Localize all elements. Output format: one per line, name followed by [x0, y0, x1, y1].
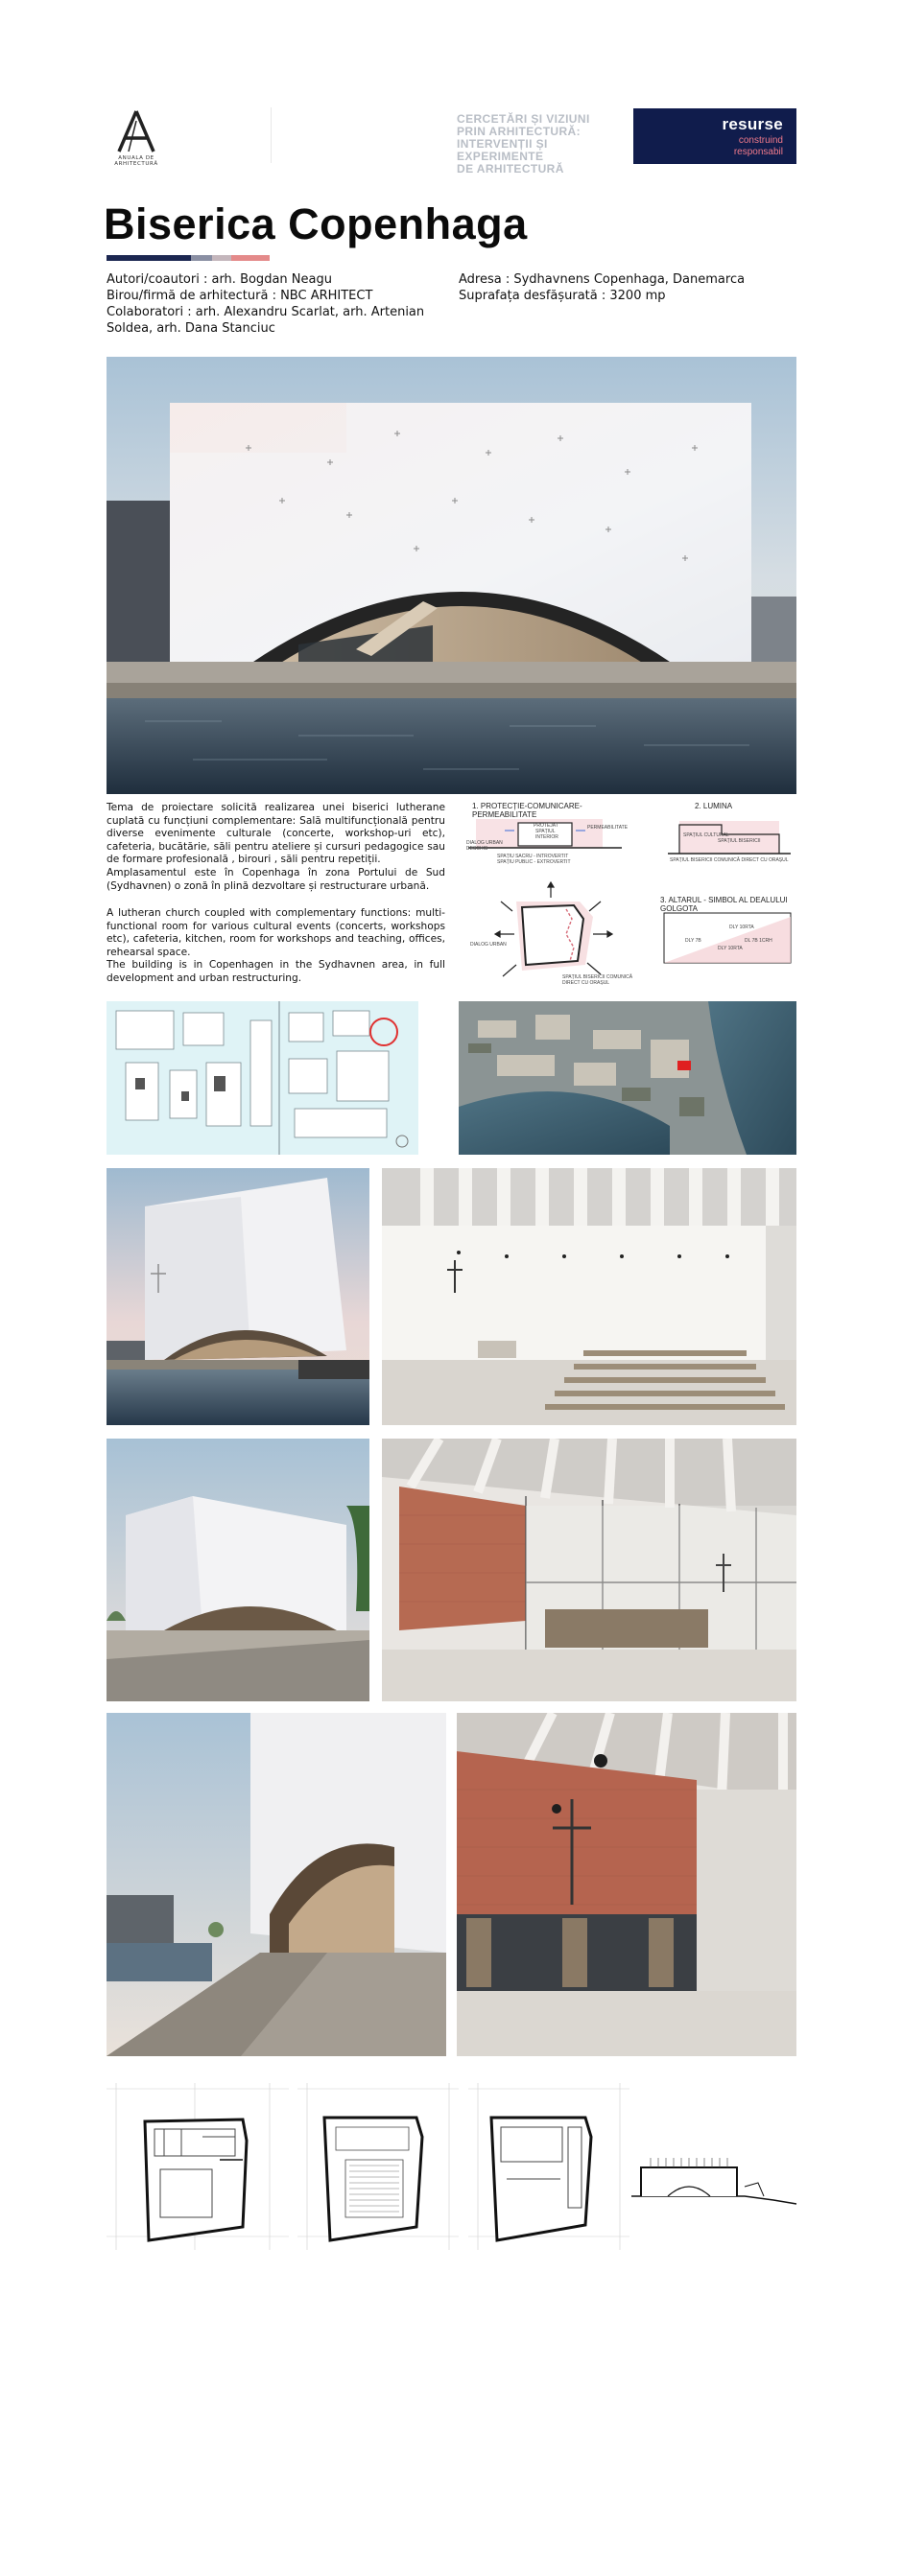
description-en [107, 907, 445, 986]
logo [98, 107, 175, 167]
diagram-title: 2. LUMINA [695, 802, 733, 810]
exterior-render-promenade [107, 1439, 369, 1701]
interior-render-hall [382, 1168, 796, 1425]
description-en-2: The building is in Copenhagen in the Sydhavnen area, in full development and urban restructuring. [107, 959, 445, 984]
collaborators: Soldea, arh. Dana Stanciuc [107, 321, 275, 336]
diagram-label: SPAȚIUL BISERICII COMUNICĂ [562, 974, 633, 980]
authors: Autori/coautori : arh. Bogdan Neagu [107, 272, 332, 287]
diagram-label: DLY 10RTA [729, 925, 754, 930]
diagram-label: DESCHIS [466, 846, 488, 852]
office: Birou/firmă de arhitectură : NBC ARHITECT [107, 289, 373, 303]
diagram-label: SPAȚIUL [535, 829, 556, 834]
page-title: Biserica Copenhaga [104, 199, 528, 248]
hero-exterior-render [107, 357, 796, 794]
diagram-label: DLY 10RTA [718, 946, 743, 951]
theme-line: PRIN ARHITECTURĂ: [457, 125, 582, 138]
badge-sub: responsabil [733, 147, 783, 157]
bar-seg [191, 255, 212, 261]
theme-line: INTERVENȚII ȘI EXPERIMENTE [457, 137, 548, 163]
diagram-label: SPAȚIU SACRU - INTROVERTIT [497, 854, 569, 859]
diagram-label: SPAȚIUL CULTURAL [683, 832, 729, 838]
description-ro-2: Amplasamentul este în Copenhaga în zona Portului de Sud (Sydhavnen) o zonă în plină dezvoltare și restructurare urbană. [107, 866, 445, 892]
section-drawing [629, 2148, 798, 2206]
theme-line: DE ARHITECTURĂ [457, 162, 564, 176]
diagram-label: PROTEJAT [534, 823, 558, 829]
theme-text [457, 113, 629, 176]
exterior-render-corner [107, 1168, 369, 1425]
resurse-badge [633, 108, 796, 164]
bar-seg [212, 255, 231, 261]
aerial-photo [459, 1001, 796, 1155]
bar-seg [231, 255, 270, 261]
collaborators: Colaboratori : arh. Alexandru Scarlat, arh. Artenian [107, 305, 425, 319]
header-divider [271, 107, 272, 163]
address: Adresa : Sydhavnens Copenhaga, Danemarca [459, 272, 746, 287]
diagram-label: SPAȚIU PUBLIC - EXTROVERTIT [497, 859, 571, 865]
credits-left [107, 271, 471, 337]
credits-right [459, 271, 804, 304]
interior-render-brick-wall [457, 1713, 796, 2056]
interior-render-foyer [382, 1439, 796, 1701]
description-ro [107, 802, 445, 893]
diagram-label: DIALOG URBAN [470, 942, 507, 948]
diagram-title: 3. ALTARUL - SIMBOL AL DEALULUI GOLGOTA [660, 896, 788, 913]
site-plan [107, 1001, 418, 1155]
diagram-label: DIRECT CU ORAȘUL [562, 980, 610, 986]
diagram-label: SPAȚIUL BISERICII COMUNICĂ DIRECT CU ORAȘUL [670, 857, 789, 863]
exterior-render-arch [107, 1713, 446, 2056]
floor-plan-1 [107, 2083, 289, 2250]
area: Suprafața desfășurată : 3200 mp [459, 289, 666, 303]
bar-seg [107, 255, 191, 261]
description-ro-1: Tema de proiectare solicită realizarea unei biserici lutherane cuplată cu funcțiuni complementare: Sală multifuncțională pentru diverse evenimente culturale (concerte, workshop-uri etc), cafeteria, bucătărie, săli pentru ateliere și cursuri pedagogice sau de formare profesională , birouri , săli pentru repetiții. [107, 802, 445, 866]
diagram-label: PERMEABILITATE [587, 825, 629, 831]
diagram-urban-dialogue [459, 880, 641, 986]
floor-plan-3 [468, 2083, 629, 2250]
theme-line: CERCETĂRI ȘI VIZIUNI [457, 112, 590, 126]
logo-a-icon [98, 107, 175, 155]
title-color-bar [107, 255, 270, 261]
diagram-label: SPAȚIUL BISERICII [718, 838, 761, 844]
diagram-label: DIALOG URBAN [466, 840, 503, 846]
logo-caption: ANUALA DE ARHITECTURĂ [114, 155, 158, 167]
badge-main: resurse [722, 115, 783, 133]
diagram-label: INTERIOR [535, 834, 558, 840]
diagram-protection [459, 802, 641, 878]
description-en-1: A lutheran church coupled with complementary functions: multi-functional room for various cultural events (concerts, workshops etc), cafeteria, kitchen, room for workshops and teaching, offices, rehearsal space. [107, 907, 445, 958]
floor-plan-2 [297, 2083, 459, 2250]
diagram-altar [660, 896, 796, 974]
diagram-label: DLY 7B [685, 938, 701, 944]
diagram-light [660, 802, 796, 878]
diagram-label: DL 7B 1CRH [745, 938, 772, 944]
diagram-title: 1. PROTECȚIE-COMUNICARE- PERMEABILITATE [472, 802, 582, 819]
badge-sub: construind [738, 135, 783, 146]
